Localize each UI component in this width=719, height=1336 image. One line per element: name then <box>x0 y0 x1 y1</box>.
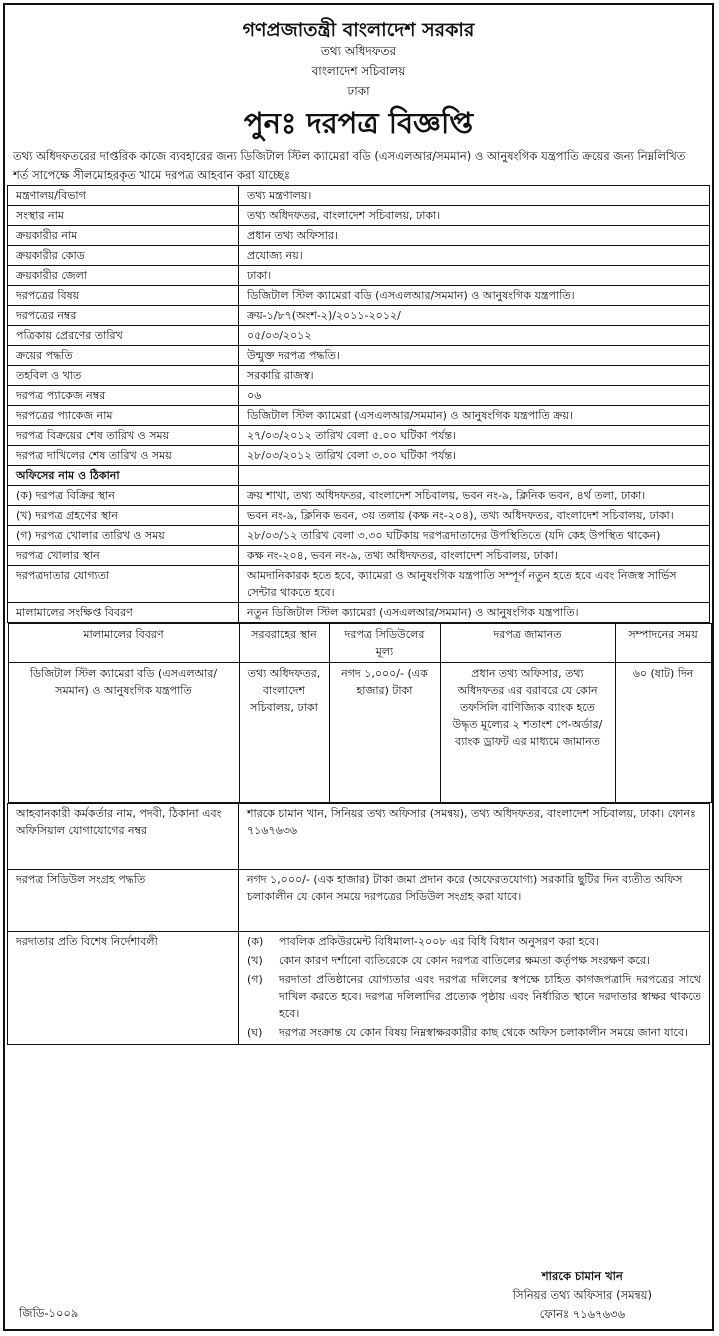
table-row <box>8 206 710 226</box>
row-label: দরপত্রের প্যাকেজ নাম <box>8 406 239 426</box>
signatory-phone: ফোনঃ ৭১৬৭৬৩৬ <box>539 1307 626 1321</box>
items-header: সরবরাহের স্থান <box>239 624 329 663</box>
instruction-text: কোন কারণ দর্শানো ব্যতিরেকে যে কোন দরপত্র বাতিলের ক্ষমতা কর্তৃপক্ষ সংরক্ষণ করে। <box>279 954 650 967</box>
row-label: দরপত্রের নম্বর <box>8 306 239 326</box>
table-row <box>8 386 710 406</box>
items-data-row <box>8 663 711 803</box>
row-label: দরপত্র খোলার স্থান <box>8 546 239 566</box>
row-value: ২৭/০৩/২০১২ তারিখ বেলা ৫.০০ ঘটিকা পর্যন্ত। <box>239 426 710 446</box>
row-value: ২৮/০৩/২০১২ তারিখ বেলা ৩.০০ ঘটিকা পর্যন্ত। <box>239 446 710 466</box>
instructions-label: দরদাতার প্রতি বিশেষ নির্দেশাবলী <box>8 932 239 1045</box>
row-value: তথ্য মন্ত্রণালয়। <box>239 186 710 206</box>
schedule-row <box>8 870 710 932</box>
row-label: দরপত্র প্যাকেজ নম্বর <box>8 386 239 406</box>
instruction-marker: (ক) <box>247 935 264 948</box>
office-heading: অফিসের নাম ও ঠিকানা <box>8 466 239 486</box>
instructions-row <box>8 932 710 1045</box>
table-row <box>8 306 710 326</box>
instructions-list <box>239 932 710 1045</box>
contact-row <box>8 804 710 870</box>
row-value: তথ্য অধিদফতর, বাংলাদেশ সচিবালয়, ঢাকা। <box>239 206 710 226</box>
row-label: ক্রয়কারীর কোড <box>8 246 239 266</box>
signatory-name: শারকে চামান খান <box>541 1269 623 1283</box>
table-row <box>8 186 710 206</box>
notice-title: পুনঃ দরপত্র বিজ্ঞপ্তি <box>243 106 474 140</box>
row-label: ক্রয়ের পদ্ধতি <box>8 346 239 366</box>
table-row <box>8 266 710 286</box>
schedule-label: দরপত্র সিডিউল সংগ্রহ পদ্ধতি <box>8 870 239 932</box>
items-header-row <box>8 624 711 663</box>
table-row <box>8 426 710 446</box>
table-row <box>8 446 710 466</box>
row-value: সরকারি রাজস্ব। <box>239 366 710 386</box>
row-label: ক্রয়কারীর নাম <box>8 226 239 246</box>
row-label: (ক) দরপত্র বিক্রির স্থান <box>8 486 239 506</box>
instruction-item <box>247 1024 701 1041</box>
items-header: দরপত্র জামানত <box>440 624 615 663</box>
instruction-item <box>247 933 701 950</box>
contact-label: আহবানকারী কর্মকর্তার নাম, পদবী, ঠিকানা এবং অফিসিয়াল যোগাযোগের নম্বর <box>8 804 239 870</box>
items-cell: প্রধান তথ্য অফিসার, তথ্য অধিদফতর এর বরাবরে যে কোন তফসিলি বাণিজ্যিক ব্যাংক হতে উদ্ধৃত মূল্যের ২ শতাংশ পে-অর্ডার/ ব্যাংক ড্রাফট এর মাধ্যমে জামানত <box>440 663 615 803</box>
row-value: ভবন নং-৯, ক্লিনিক ভবন, ৩য় তলায় (কক্ষ নং-২০৪), তথ্য অধিদফতর, বাংলাদেশ সচিবালয়, ঢাকা। <box>239 506 710 526</box>
empty-cell <box>239 466 710 486</box>
row-label: ক্রয়কারীর জেলা <box>8 266 239 286</box>
instruction-marker: (গ) <box>247 973 263 986</box>
row-label: পত্রিকায় প্রেরণের তারিখ <box>8 326 239 346</box>
row-value: ক্রয় শাখা, তথ্য অধিদফতর, বাংলাদেশ সচিবালয়, ভবন নং-৯, ক্লিনিক ভবন, ৪র্থ তলা, ঢাকা। <box>239 486 710 506</box>
department-name: তথ্য অধিদফতর <box>320 44 397 58</box>
table-row <box>8 603 710 623</box>
table-row <box>8 346 710 366</box>
items-header: দরপত্র সিডিউলের মূল্য <box>329 624 440 663</box>
gd-code: জিডি-১০০৯ <box>19 1306 79 1320</box>
tender-details-table <box>7 185 710 1045</box>
instruction-text: দরদাতা প্রতিষ্ঠানের যোগ্যতার এবং দরপত্র দলিলের স্বপক্ষে চাহিত কাগজপত্রাদি দরপত্রের সাথে দাখিল করতে হবে। দরপত্র দলিলাদির প্রত্যেক পৃষ্ঠায় এবং নির্ধারিত স্থানে দরদাতার স্বাক্ষর থাকতে হবে। <box>279 973 701 1020</box>
items-cell: ৬০ (ষাট) দিন <box>615 663 711 803</box>
row-label: মালামালের সংক্ষিপ্ত বিবরণ <box>8 603 239 623</box>
row-label: দরপত্রদাতার যোগ্যতা <box>8 566 239 603</box>
row-value: ০৫/০৩/২০১২ <box>239 326 710 346</box>
government-name: গণপ্রজাতন্ত্রী বাংলাদেশ সরকার <box>242 19 475 41</box>
row-value: আমদানিকারক হতে হবে, ক্যামেরা ও আনুষংগিক যন্ত্রপাতি সম্পূর্ণ নতুন হতে হবে এবং নিজস্ব সার্ভিস সেন্টার থাকতে হবে। <box>239 566 710 603</box>
table-row <box>8 246 710 266</box>
row-label: তহবিল ও খাত <box>8 366 239 386</box>
row-value: ক্রয়-১/৮৭(অংশ-২)/২০১১-২০১২/ <box>239 306 710 326</box>
table-row <box>8 506 710 526</box>
row-label: দরপত্রের বিষয় <box>8 286 239 306</box>
signatory-designation: সিনিয়র তথ্য অফিসার (সমন্বয়) <box>512 1288 652 1302</box>
items-table <box>8 623 712 803</box>
intro-paragraph: তথ্য অধিদফতরের দাপ্তরিক কাজে ব্যবহারের জন্য ডিজিটাল স্টিল ক্যামেরা বডি (এসএলআর/সমমান) ও আনুষংগিক যন্ত্রপাতি ক্রয়ের জন্য নিম্নলিখিত শর্ত সাপেক্ষে সীলমোহরকৃত খামে দরপত্র আহবান করা যাচ্ছেঃ <box>13 149 686 182</box>
row-value: ঢাকা। <box>239 266 710 286</box>
row-value: ডিজিটাল স্টিল ক্যামেরা বডি (এসএলআর/সমমান) ও আনুষংগিক যন্ত্রপাতি। <box>239 286 710 306</box>
table-row <box>8 566 710 603</box>
contact-value: শারকে চামান খান, সিনিয়র তথ্য অফিসার (সমন্বয়), তথ্য অধিদফতর, বাংলাদেশ সচিবালয়, ঢাকা। ফোনঃ ৭১৬৭৬৩৬ <box>239 804 710 870</box>
instruction-text: দরপত্র সংক্রান্ত যে কোন বিষয় নিম্নস্বাক্ষরকারীর কাছ থেকে অফিস চলাকালীন সময়ে জানা যাবে। <box>279 1026 689 1039</box>
instruction-marker: (খ) <box>247 954 263 967</box>
instruction-marker: (ঘ) <box>247 1026 263 1039</box>
items-row <box>8 623 710 804</box>
instruction-item <box>247 952 701 969</box>
items-header: মালামালের বিবরণ <box>8 624 239 663</box>
row-label: সংস্থার নাম <box>8 206 239 226</box>
items-cell: নগদ ১,০০০/- (এক হাজার) টাকা <box>329 663 440 803</box>
row-value: কক্ষ নং-২০৪, ভবন নং-৯, তথ্য অধিদফতর, বাংলাদেশ সচিবালয়, ঢাকা। <box>239 546 710 566</box>
row-label: (গ) দরপত্র খোলার তারিখ ও সময় <box>8 526 239 546</box>
row-value: ২৮/০৩/১২ তারিখ বেলা ৩.৩০ ঘটিকায় দরপত্রদাতাদের উপস্থিতিতে (যদি কেহ উপস্থিত থাকেন) <box>239 526 710 546</box>
row-label: (খ) দরপত্র গ্রহণের স্থান <box>8 506 239 526</box>
table-row <box>8 226 710 246</box>
city-name: ঢাকা <box>347 84 370 98</box>
instruction-text: পাবলিক প্রকিউরমেন্ট বিধিমালা-২০০৮ এর বিধি বিধান অনুসরণ করা হবে। <box>279 935 599 948</box>
items-cell: ডিজিটাল স্টিল ক্যামেরা বডি (এসএলআর/সমমান) ও আনুষংগিক যন্ত্রপাতি <box>8 663 239 803</box>
table-row <box>8 486 710 506</box>
table-row <box>8 526 710 546</box>
table-row <box>8 406 710 426</box>
items-header: সম্পাদনের সময় <box>615 624 711 663</box>
header <box>5 19 712 141</box>
items-cell: তথ্য অধিদফতর, বাংলাদেশ সচিবালয়, ঢাকা <box>239 663 329 803</box>
row-value: নতুন ডিজিটাল স্টিল ক্যামেরা (এসএলআর/সমমান) ও আনুষংগিক যন্ত্রপাতি। <box>239 603 710 623</box>
row-label: মন্ত্রণালয়/বিভাগ <box>8 186 239 206</box>
row-value: উন্মুক্ত দরপত্র পদ্ধতি। <box>239 346 710 366</box>
secretariat-name: বাংলাদেশ সচিবালয় <box>311 64 406 78</box>
table-row <box>8 546 710 566</box>
instruction-item <box>247 971 701 1022</box>
row-value: ডিজিটাল স্টিল ক্যামেরা (এসএলআর/সমমান) ও আনুষংগিক যন্ত্রপাতি ক্রয়। <box>239 406 710 426</box>
row-label: দরপত্র দাখিলের শেষ তারিখ ও সময় <box>8 446 239 466</box>
row-value: প্রধান তথ্য অফিসার। <box>239 226 710 246</box>
row-value: প্রযোজ্য নয়। <box>239 246 710 266</box>
office-heading-row <box>8 466 710 486</box>
signature-block <box>513 1267 652 1324</box>
table-row <box>8 326 710 346</box>
row-label: দরপত্র বিক্রয়ের শেষ তারিখ ও সময় <box>8 426 239 446</box>
tender-notice <box>3 3 714 1331</box>
table-row <box>8 286 710 306</box>
row-value: ০৬ <box>239 386 710 406</box>
table-row <box>8 366 710 386</box>
schedule-value: নগদ ১,০০০/- (এক হাজার) টাকা জমা প্রদান করে (অফেরতযোগ্য) সরকারি ছুটির দিন ব্যতীত অফিস চলাকালীন যে কোন সময়ে দরপত্রের সিডিউল সংগ্রহ করা যাবে। <box>239 870 710 932</box>
